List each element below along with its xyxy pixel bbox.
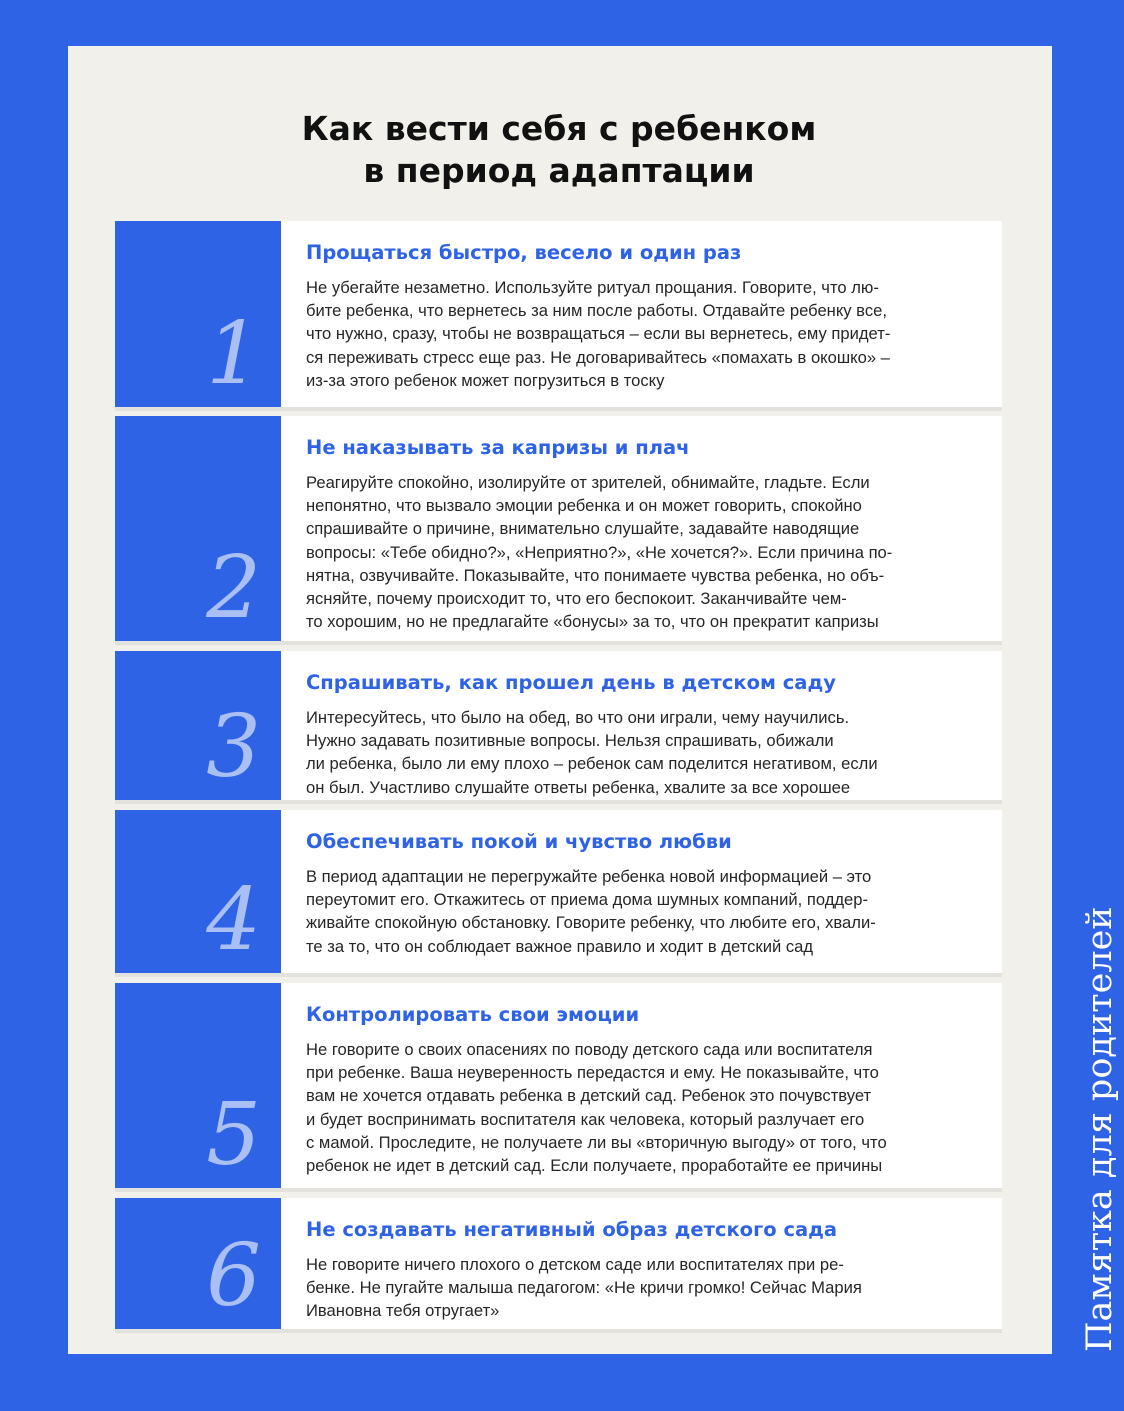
tip-text-line: бите ребенка, что вернетесь за ним после работы. Отдавайте ребенку все, xyxy=(306,301,887,321)
tip-text-line: Интересуйтесь, что было на обед, во что они играли, чему научились. xyxy=(306,708,850,727)
tip-text-line: непонятно, что вызвало эмоции ребенка и он может говорить, спокойно xyxy=(306,496,862,516)
tip-number-panel xyxy=(115,416,281,641)
tip-text xyxy=(306,865,962,958)
tip-number: 4 xyxy=(206,870,261,970)
tip-card-1 xyxy=(115,221,1002,407)
tip-text-line: Нужно задавать позитивные вопросы. Нельзя спрашивать, обижали xyxy=(306,731,834,751)
side-label: Памятка для родителей xyxy=(1080,906,1120,1352)
tip-text-line: что нужно, сразу, чтобы не возвращаться – если вы вернетесь, ему придет- xyxy=(306,324,891,344)
tip-text-line: В период адаптации не перегружайте ребенка новой информацией – это xyxy=(306,867,872,886)
tip-card-6 xyxy=(115,1198,1002,1329)
tip-number: 2 xyxy=(206,538,261,638)
tip-text-line: при ребенке. Ваша неуверенность передастся и ему. Не показывайте, что xyxy=(306,1063,879,1083)
tip-number: 1 xyxy=(206,304,261,404)
tip-number: 3 xyxy=(206,697,261,797)
tip-text-line: и будет воспринимать воспитателя как человека, который разлучает его xyxy=(306,1109,865,1129)
tip-number-panel xyxy=(115,810,281,973)
tip-text-line: из-за этого ребенок может погрузиться в тоску xyxy=(306,370,665,390)
tip-title: Контролировать свои эмоции xyxy=(306,1003,640,1026)
tip-text xyxy=(306,706,962,799)
title-line-1: Как вести себя с ребенком xyxy=(301,109,817,148)
page-title xyxy=(0,108,1118,192)
tip-text-line: Не убегайте незаметно. Используйте ритуал прощания. Говорите, что лю- xyxy=(306,278,879,297)
tip-text-line: ребенок не идет в детский сад. Если получаете, проработайте ее причины xyxy=(306,1156,883,1176)
tip-text-line: он был. Участливо слушайте ответы ребенка, хвалите за все хорошее xyxy=(306,777,851,797)
tip-number-panel xyxy=(115,1198,281,1329)
tip-text-line: Не говорите о своих опасениях по поводу детского сада или воспитателя xyxy=(306,1040,873,1059)
tip-text-line: переутомит его. Откажитесь от приема дома шумных компаний, поддер- xyxy=(306,890,869,910)
tip-text-line: вопросы: «Тебе обидно?», «Неприятно?», «Не хочется?». Если причина по- xyxy=(306,542,893,562)
tip-text-line: спрашивайте о причине, внимательно слушайте, задавайте наводящие xyxy=(306,519,860,539)
tip-text-line: Ивановна тебя отругает» xyxy=(306,1301,500,1321)
tip-text-line: ли ребенка, было ли ему плохо – ребенок сам поделится негативом, если xyxy=(306,754,878,774)
tip-number: 5 xyxy=(206,1085,261,1185)
tip-text-line: ся переживать стресс еще раз. Не договаривайтесь «помахать в окошко» – xyxy=(306,347,890,367)
tip-title: Спрашивать, как прошел день в детском саду xyxy=(306,671,836,694)
tip-text-line: те за то, что он соблюдает важное правило и ходит в детский сад xyxy=(306,936,814,956)
tip-text-line: бенке. Не пугайте малыша педагогом: «Не кричи громко! Сейчас Мария xyxy=(306,1278,862,1298)
tip-text-line: то хорошим, но не предлагайте «бонусы» за то, что он прекратит капризы xyxy=(306,612,879,632)
tip-text-line: Реагируйте спокойно, изолируйте от зрителей, обнимайте, гладьте. Если xyxy=(306,473,870,492)
tip-text xyxy=(306,1038,962,1177)
tip-card-2 xyxy=(115,416,1002,641)
tip-text xyxy=(306,1253,962,1323)
tip-number-panel xyxy=(115,221,281,407)
tip-text-line: с мамой. Проследите, не получаете ли вы «вторичную выгоду» от того, что xyxy=(306,1132,887,1152)
tip-number-panel xyxy=(115,651,281,800)
tip-text-line: живайте спокойную обстановку. Говорите ребенку, что любите его, хвали- xyxy=(306,913,876,933)
tip-card-3 xyxy=(115,651,1002,800)
tip-text-line: нятна, озвучивайте. Показывайте, что понимаете чувства ребенка, но объ- xyxy=(306,565,885,585)
tip-number: 6 xyxy=(206,1226,261,1326)
tip-text-line: ясняйте, почему происходит то, что его беспокоит. Заканчивайте чем- xyxy=(306,589,847,609)
tip-title: Не создавать негативный образ детского сада xyxy=(306,1218,838,1241)
tip-number-panel xyxy=(115,983,281,1188)
tip-card-4 xyxy=(115,810,1002,973)
tip-title: Не наказывать за капризы и плач xyxy=(306,436,690,459)
tip-text-line: Не говорите ничего плохого о детском саде или воспитателях при ре- xyxy=(306,1255,844,1274)
tip-text xyxy=(306,471,962,633)
tip-title: Обеспечивать покой и чувство любви xyxy=(306,830,732,853)
title-line-2: в период адаптации xyxy=(363,151,755,190)
tip-card-5 xyxy=(115,983,1002,1188)
tip-text xyxy=(306,276,962,392)
tip-title: Прощаться быстро, весело и один раз xyxy=(306,241,742,264)
tip-text-line: вам не хочется отдавать ребенка в детский сад. Ребенок это почувствует xyxy=(306,1086,872,1106)
